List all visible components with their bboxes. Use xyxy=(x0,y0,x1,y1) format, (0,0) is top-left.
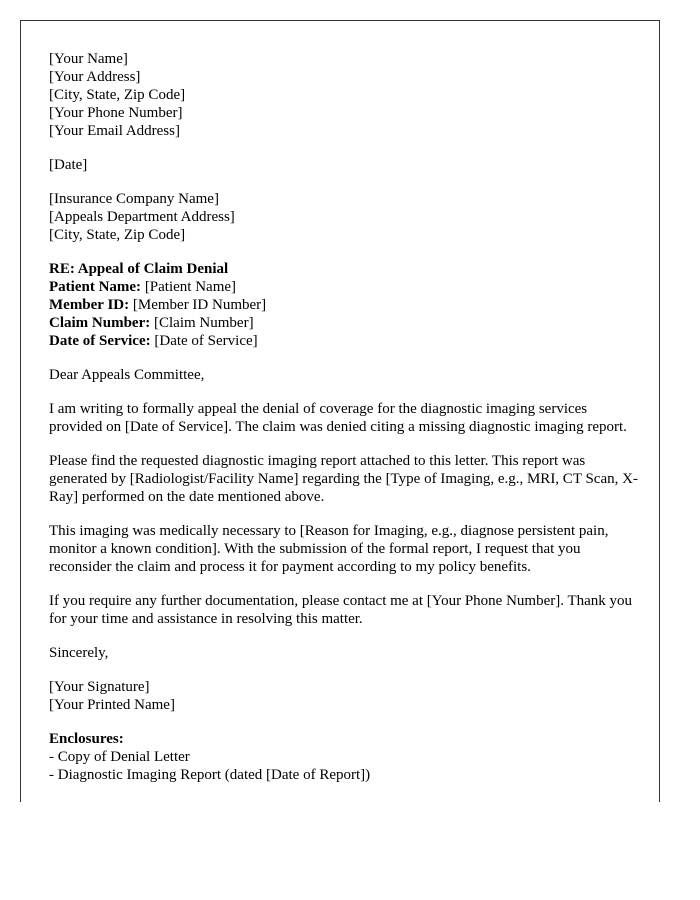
recipient-department-address: [Appeals Department Address] xyxy=(49,209,235,225)
enclosures-label: Enclosures: xyxy=(49,731,124,747)
signature-line: [Your Signature] xyxy=(49,679,150,695)
reference-block xyxy=(49,260,639,350)
sender-email: [Your Email Address] xyxy=(49,123,180,139)
claim-number-value: [Claim Number] xyxy=(150,315,254,331)
claim-number-line xyxy=(49,314,639,332)
member-id-label: Member ID: xyxy=(49,297,130,313)
date-of-service-label: Date of Service: xyxy=(49,333,151,349)
letter-page xyxy=(20,20,660,802)
letter-content xyxy=(49,50,639,800)
patient-name-value: [Patient Name] xyxy=(141,279,237,295)
letter-date: [Date] xyxy=(49,157,88,173)
patient-name-label: Patient Name: xyxy=(49,279,142,295)
sender-address: [Your Address] xyxy=(49,69,141,85)
closing: Sincerely, xyxy=(49,645,109,661)
salutation: Dear Appeals Committee, xyxy=(49,367,205,383)
body-paragraph-4: If you require any further documentation, please contact me at [Your Phone Number]. Thank you for your time and assistance in resolving this matter. xyxy=(49,593,633,627)
recipient-company: [Insurance Company Name] xyxy=(49,191,219,207)
recipient-block xyxy=(49,190,639,244)
member-id-value: [Member ID Number] xyxy=(129,297,267,313)
sender-phone: [Your Phone Number] xyxy=(49,105,183,121)
re-line xyxy=(49,260,639,278)
patient-name-line xyxy=(49,278,639,296)
date-block xyxy=(49,156,639,174)
signature-block xyxy=(49,678,639,714)
recipient-city-state-zip: [City, State, Zip Code] xyxy=(49,227,186,243)
sender-name: [Your Name] xyxy=(49,51,128,67)
enclosure-item: - Copy of Denial Letter xyxy=(49,749,190,765)
sender-city-state-zip: [City, State, Zip Code] xyxy=(49,87,186,103)
member-id-line xyxy=(49,296,639,314)
body-paragraph-1: I am writing to formally appeal the denial of coverage for the diagnostic imaging services provided on [Date of Service]. The claim was denied citing a missing diagnostic imaging report. xyxy=(49,401,627,435)
enclosures-block xyxy=(49,730,639,784)
body-paragraph-2: Please find the requested diagnostic imaging report attached to this letter. This report was generated by [Radiologist/Facility Name] regarding the [Type of Imaging, e.g., MRI, CT Scan, X-Ray] performed on the date mentioned above. xyxy=(49,453,638,505)
body-paragraph-3: This imaging was medically necessary to [Reason for Imaging, e.g., diagnose persistent pain, monitor a known condition]. With the submission of the formal report, I request that you reconsider the claim and process it for payment according to my policy benefits. xyxy=(49,523,609,575)
date-of-service-value: [Date of Service] xyxy=(150,333,258,349)
sender-block xyxy=(49,50,639,140)
enclosures-label-line xyxy=(49,730,639,748)
enclosure-item: - Diagnostic Imaging Report (dated [Date of Report]) xyxy=(49,767,371,783)
printed-name-line: [Your Printed Name] xyxy=(49,697,175,713)
date-of-service-line xyxy=(49,332,639,350)
re-subject: RE: Appeal of Claim Denial xyxy=(49,261,229,277)
claim-number-label: Claim Number: xyxy=(49,315,151,331)
